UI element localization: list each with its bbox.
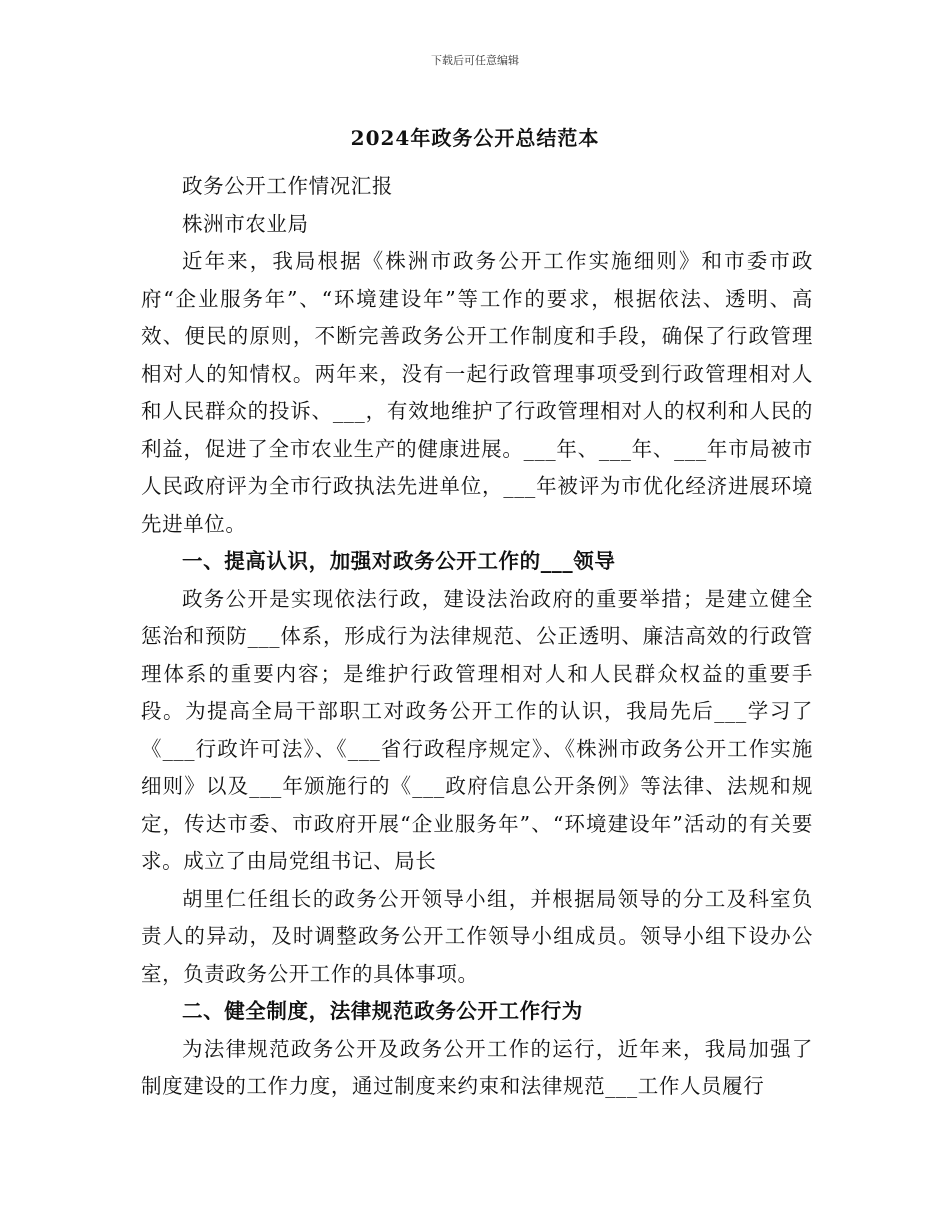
- paragraph-report-title: 政务公开工作情况汇报: [182, 174, 393, 198]
- paragraph-section-2-a: 为法律规范政务公开及政务公开工作的运行，近年来，我局加强了制度建设的工作力度，通过制度来约束和法律规范___工作人员履行: [141, 1036, 813, 1098]
- paragraph-intro: 近年来，我局根据《株洲市政务公开工作实施细则》和市委市政府“企业服务年”、“环境建设年”等工作的要求，根据依法、透明、高效、便民的原则，不断完善政务公开工作制度和手段，确保了行政管理相对人的知情权。两年来，没有一起行政管理事项受到行政管理相对人和人民群众的投诉、___，有效地维护了行政管理相对人的权利和人民的利益，促进了全市农业生产的健康进展。___年、___年、___年市局被市人民政府评为全市行政执法先进单位，___年被评为市优化经济进展环境先进单位。: [141, 249, 813, 536]
- paragraph-section-1-a: 政务公开是实现依法行政，建设法治政府的重要举措；是建立健全惩治和预防___体系，形成行为法律规范、公正透明、廉洁高效的行政管理体系的重要内容；是维护行政管理相对人和人民群众权益的重要手段。为提高全局干部职工对政务公开工作的认识，我局先后___学习了《___行政许可法》、《___省行政程序规定》、《株洲市政务公开工作实施细则》以及___年颁施行的《___政府信息公开条例》等法律、法规和规定，传达市委、市政府开展“企业服务年”、“环境建设年”活动的有关要求。成立了由局党组书记、局长: [141, 586, 813, 873]
- document-body: [141, 168, 813, 1106]
- header-note: 下载后可任意编辑: [431, 54, 519, 67]
- section-heading-2: 二、健全制度，法律规范政务公开工作行为: [182, 999, 583, 1023]
- paragraph-organization: 株洲市农业局: [182, 211, 309, 236]
- section-heading-1: 一、提高认识，加强对政务公开工作的___领导: [182, 549, 616, 573]
- paragraph-section-1-b: 胡里仁任组长的政务公开领导小组，并根据局领导的分工及科室负责人的异动，及时调整政务公开工作领导小组成员。领导小组下设办公室，负责政务公开工作的具体事项。: [141, 886, 813, 986]
- document-title: 2024年政务公开总结范本: [350, 126, 600, 150]
